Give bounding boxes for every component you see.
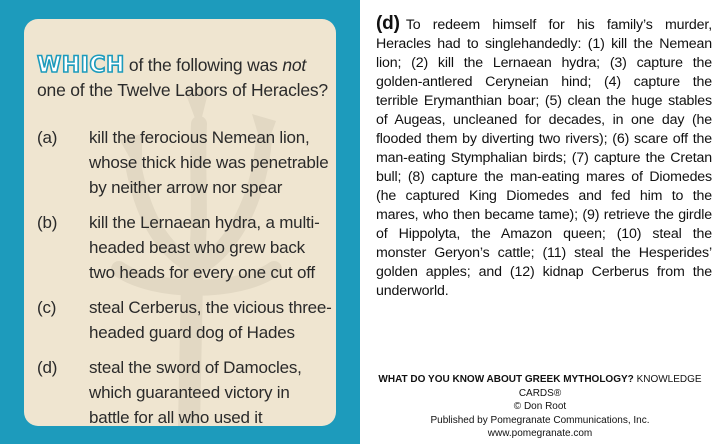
series-suffix: KNOWLEDGE CARDS® bbox=[518, 374, 702, 399]
series-title: WHAT DO YOU KNOW ABOUT GREEK MYTHOLOGY? bbox=[378, 374, 634, 385]
question-card bbox=[24, 19, 336, 426]
choice-text: steal the sword of Damocles, which guaranteed victory in battle for all who used it bbox=[89, 358, 302, 426]
choice-letter: (c) bbox=[37, 298, 57, 317]
question-part2: one of the Twelve Labors of Heracles? bbox=[37, 80, 328, 100]
answer-text bbox=[376, 14, 712, 301]
choice-text: steal Cerberus, the vicious three-headed guard dog of Hades bbox=[89, 298, 332, 342]
choice-a bbox=[37, 125, 332, 200]
choice-text: kill the Lernaean hydra, a multi-headed beast who grew back two heads for every one cut off bbox=[89, 213, 320, 282]
answer-explanation: To redeem himself for his family’s murder, Heracles had to singlehandedly: (1) kill the Nemean lion; (2) kill the Lernaean hydra; (3) capture the golden-antlered Ceryneian hind; (4) capture the terrible Erymanthian boar; (5) clean the huge stables of Augeas, uncleaned for decades, in one day (he flooded them by diverting two rivers); (6) scare off the man-eating Stymphalian birds; (7) capture the Cretan bull; (8) capture the man-eating mares of Diomedes (he captured King Diomedes and fed him to the mares, who then became tame); (9) retrieve the girdle of Hippolyta, the Amazon queen; (10) steal the monster Geryon’s cattle; (11) steal the Hesperides’ golden apples; and (12) kidnap Cerberus from the underworld. bbox=[376, 17, 712, 299]
answer-letter: (d) bbox=[376, 13, 400, 34]
question-emphasis: not bbox=[282, 55, 307, 75]
choice-d bbox=[37, 355, 332, 426]
website: www.pomegranate.com bbox=[487, 428, 593, 439]
choice-c bbox=[37, 295, 332, 345]
card-footer bbox=[360, 373, 720, 441]
publisher: Published by Pomegranate Communications, Inc. bbox=[430, 414, 650, 426]
answer-choices bbox=[37, 125, 332, 426]
question-text bbox=[37, 53, 329, 103]
series-line bbox=[360, 373, 720, 400]
answer-panel bbox=[360, 0, 720, 444]
choice-letter: (b) bbox=[37, 213, 58, 232]
question-part1: of the following was bbox=[128, 55, 278, 75]
copyright: © Don Root bbox=[513, 401, 567, 412]
choice-letter: (d) bbox=[37, 358, 58, 377]
choice-text: kill the ferocious Nemean lion, whose thick hide was penetrable by neither arrow nor spear bbox=[89, 128, 329, 197]
choice-letter: (a) bbox=[37, 128, 58, 147]
which-heading: WHICH bbox=[37, 53, 125, 78]
choice-b bbox=[37, 210, 332, 285]
